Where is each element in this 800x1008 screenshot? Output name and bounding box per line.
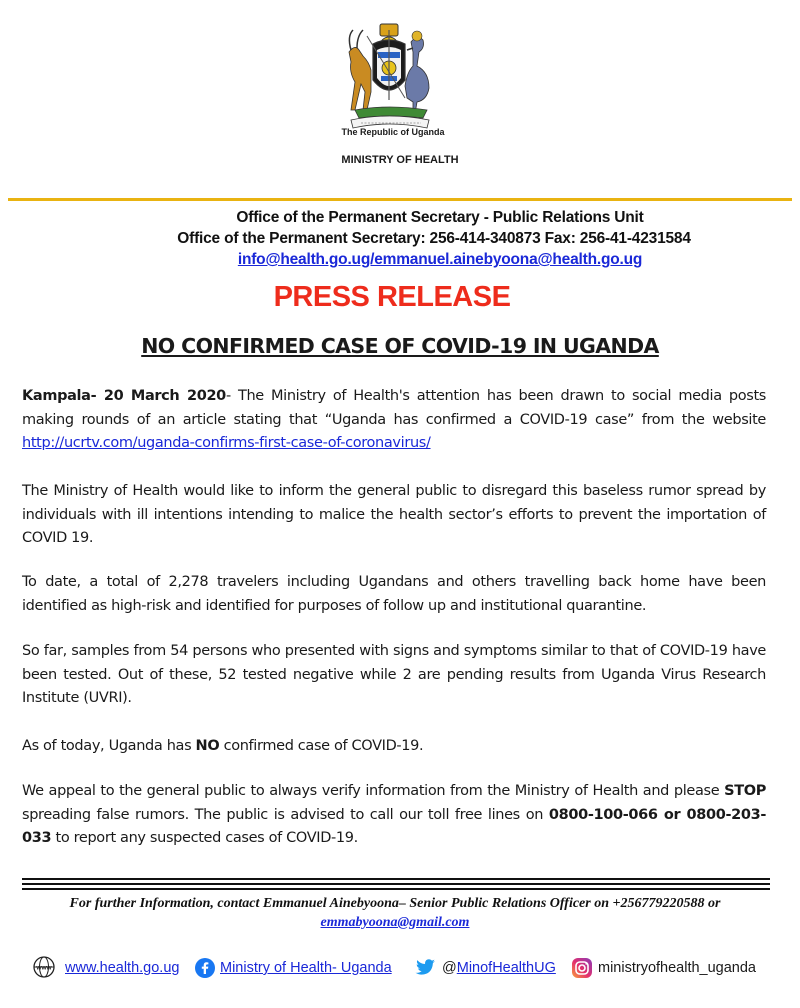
instagram-icon bbox=[571, 957, 593, 979]
paragraph-4: So far, samples from 54 persons who presented with signs and symptoms similar to that of COVID-19 have been tested. Out of these, 52 tested negative while 2 are pending results from Uganda Virus Research Institute (UVRI). bbox=[22, 643, 766, 706]
rumor-source-link[interactable]: http://ucrtv.com/uganda-confirms-first-case-of-coronavirus/ bbox=[22, 435, 431, 451]
paragraph-6 bbox=[22, 780, 766, 851]
toll-free-numbers: 0800-100-066 or 0800-203-033 bbox=[22, 806, 767, 846]
facebook-icon bbox=[195, 958, 215, 978]
no-emphasis: NO bbox=[195, 738, 220, 754]
paragraph-1-text: - The Ministry of Health's attention has been drawn to social media posts making rounds of an article stating that “Uganda has confirmed a COVID-19 case” from the website bbox=[22, 388, 766, 428]
ministry-label: MINISTRY OF HEALTH bbox=[341, 154, 459, 166]
website-link[interactable]: www.health.go.ug bbox=[65, 960, 180, 976]
instagram-item[interactable] bbox=[571, 955, 756, 981]
header-divider bbox=[8, 198, 792, 201]
footer-rule-middle bbox=[22, 883, 770, 885]
further-information-text: For further Information, contact Emmanuel Ainebyoona– Senior Public Relations Officer on +256779220588 or bbox=[69, 896, 721, 911]
twitter-bird-icon bbox=[414, 959, 436, 977]
paragraph-5-text-a: As of today, Uganda has bbox=[22, 738, 196, 754]
twitter-at-sign: @ bbox=[442, 960, 457, 976]
republic-label: The Republic of Uganda bbox=[341, 127, 445, 137]
paragraph-1 bbox=[22, 385, 766, 456]
paragraph-5-text-b: confirmed case of COVID-19. bbox=[219, 738, 424, 754]
office-line-1: Office of the Permanent Secretary - Public Relations Unit bbox=[236, 209, 644, 226]
twitter-link[interactable]: MinofHealthUG bbox=[456, 960, 556, 976]
paragraph-6-text-b: spreading false rumors. The public is advised to call our toll free lines on bbox=[22, 806, 549, 823]
facebook-link[interactable]: Ministry of Health- Uganda bbox=[220, 960, 392, 976]
instagram-handle[interactable]: ministryofhealth_uganda bbox=[598, 960, 756, 976]
twitter-item[interactable] bbox=[414, 955, 556, 981]
press-release-label: PRESS RELEASE bbox=[273, 281, 511, 313]
paragraph-3: To date, a total of 2,278 travelers including Ugandans and others travelling back home have been identified as high-risk and identified for purposes of follow up and institutional quarantine. bbox=[22, 574, 766, 614]
further-information bbox=[0, 894, 790, 932]
www-globe-icon bbox=[30, 955, 58, 981]
footer-rule-top bbox=[22, 878, 770, 880]
website-item[interactable] bbox=[30, 955, 179, 981]
paragraph-2: The Ministry of Health would like to inform the general public to disregard this baseless rumor spread by individuals with ill intentions intending to malice the health sector’s efforts to prevent the importation of COVID 19. bbox=[22, 483, 766, 546]
paragraph-5 bbox=[22, 735, 766, 759]
office-line-2: Office of the Permanent Secretary: 256-414-340873 Fax: 256-41-4231584 bbox=[177, 230, 691, 247]
svg-text:www: www bbox=[36, 964, 52, 972]
footer-rule-bottom bbox=[22, 888, 770, 890]
stop-emphasis: STOP bbox=[724, 783, 766, 799]
facebook-item[interactable] bbox=[195, 955, 392, 981]
dateline: Kampala- 20 March 2020 bbox=[22, 388, 226, 404]
paragraph-6-text-a: We appeal to the general public to always verify information from the Ministry of Health and please bbox=[22, 783, 725, 799]
paragraph-6-text-c: to report any suspected cases of COVID-19. bbox=[51, 830, 358, 846]
office-emails-link[interactable]: info@health.go.ug/emmanuel.ainebyoona@health.go.ug bbox=[237, 251, 643, 268]
headline: NO CONFIRMED CASE OF COVID-19 IN UGANDA bbox=[141, 334, 659, 358]
uganda-coat-of-arms-icon bbox=[337, 22, 441, 130]
contact-email-link[interactable]: emmabyoona@gmail.com bbox=[320, 915, 470, 930]
